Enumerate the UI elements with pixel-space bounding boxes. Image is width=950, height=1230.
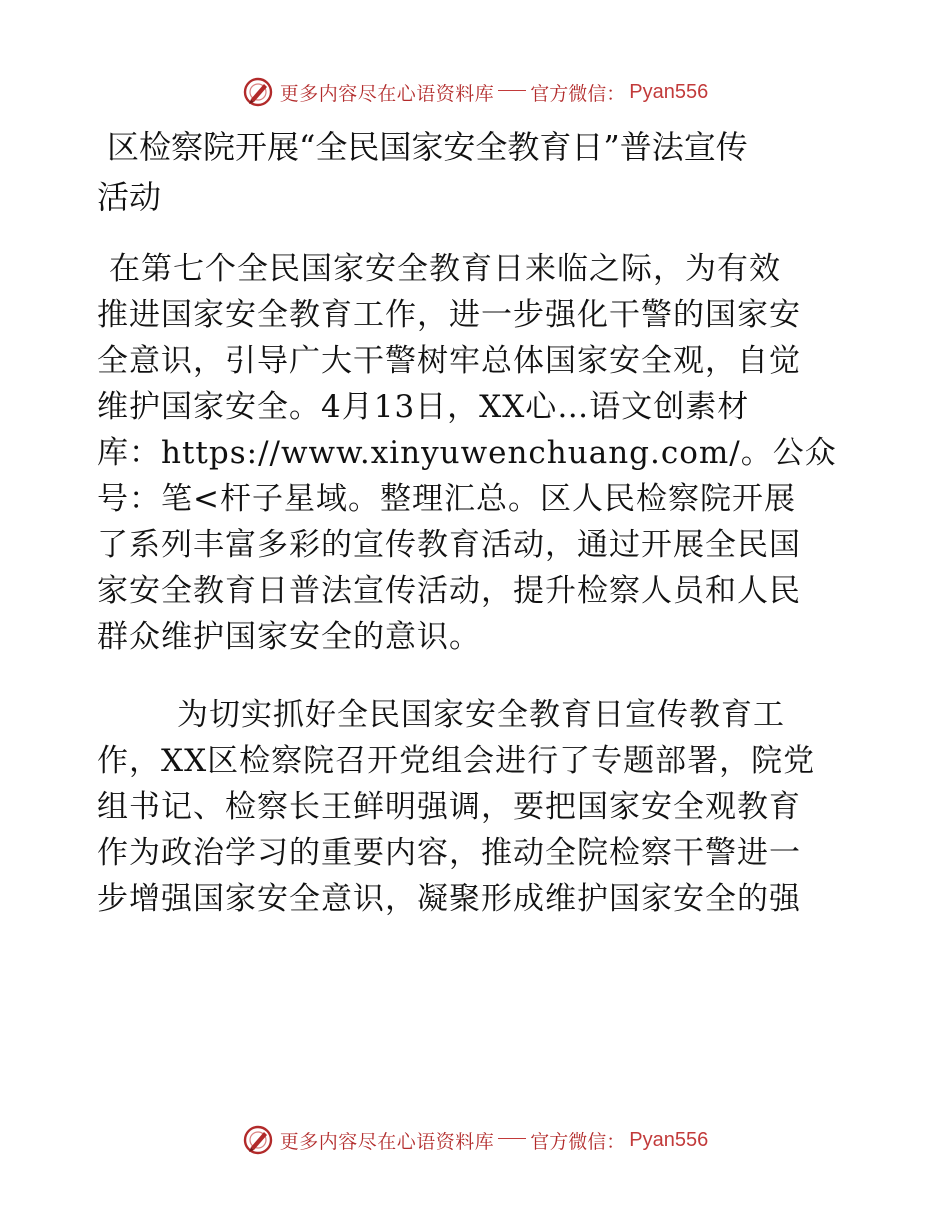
paragraph-line: 作为政治学习的重要内容，推动全院检察干警进一 [97, 835, 801, 871]
header-banner [0, 72, 950, 112]
banner-wechat-label: 官方微信： [530, 82, 626, 105]
paragraph-line: 组书记、检察长王鲜明强调，要把国家安全观教育 [97, 789, 801, 825]
paragraph-line: 步增强国家安全意识，凝聚形成维护国家安全的强 [97, 881, 801, 917]
paragraph-line: 家安全教育日普法宣传活动，提升检察人员和人民 [97, 573, 801, 609]
footer-banner [0, 1120, 950, 1160]
banner-wechat-id: Pyan556 [629, 80, 709, 103]
paragraph-line: 了系列丰富多彩的宣传教育活动，通过开展全民国 [97, 527, 801, 563]
title-line-2: 活动 [97, 178, 162, 216]
paragraph-line: 号：笔<杆子星域。整理汇总。区人民检察院开展 [97, 481, 796, 517]
banner-wechat-label: 官方微信： [530, 1130, 626, 1153]
banner-divider [498, 90, 526, 91]
banner-text: 更多内容尽在心语资料库 [279, 82, 495, 105]
pen-logo-icon [242, 1124, 274, 1156]
paragraph-line: 维护国家安全。4月13日，XX心…语文创素材 [97, 389, 750, 425]
document-body [97, 122, 857, 954]
paragraph-2 [97, 692, 857, 922]
banner-text: 更多内容尽在心语资料库 [279, 1130, 495, 1153]
document-title [97, 122, 857, 222]
paragraph-line: 为切实抓好全民国家安全教育日宣传教育工 [177, 697, 785, 733]
paragraph-line: 群众维护国家安全的意识。 [97, 619, 481, 655]
paragraph-1 [97, 246, 857, 660]
paragraph-line: 库：https://www.xinyuwenchuang.com/。公众 [97, 435, 837, 471]
title-line-1: 区检察院开展“全民国家安全教育日”普法宣传 [107, 128, 748, 166]
paragraph-line: 作，XX区检察院召开党组会进行了专题部署，院党 [97, 743, 816, 779]
banner-divider [498, 1138, 526, 1139]
banner-wechat-id: Pyan556 [629, 1128, 709, 1151]
paragraph-line: 推进国家安全教育工作，进一步强化干警的国家安 [97, 297, 801, 333]
paragraph-line: 全意识，引导广大干警树牢总体国家安全观，自觉 [97, 343, 801, 379]
pen-logo-icon [242, 76, 274, 108]
paragraph-line: 在第七个全民国家安全教育日来临之际，为有效 [109, 251, 781, 287]
